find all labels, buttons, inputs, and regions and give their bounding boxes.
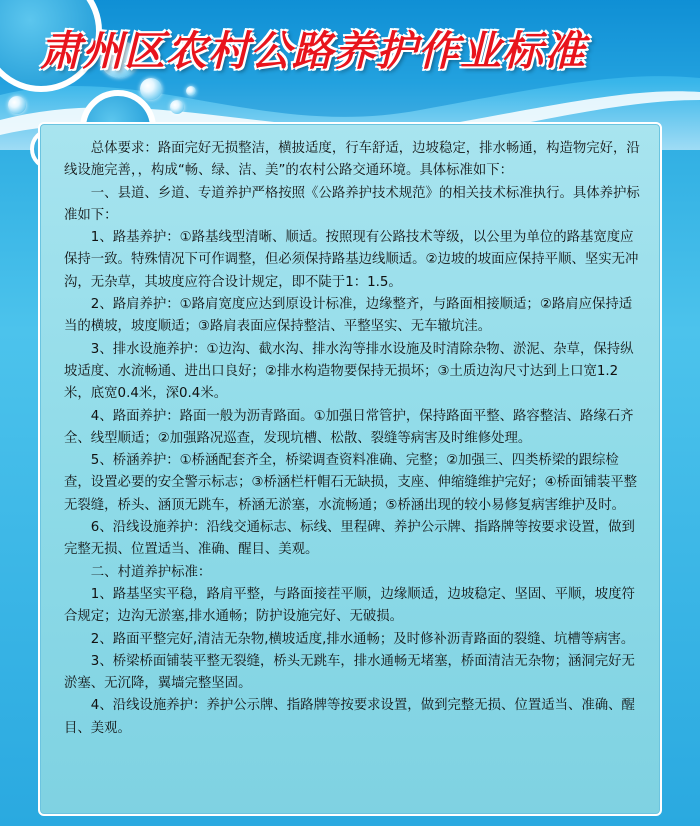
paragraph: 1、路基养护：①路基线型清晰、顺适。按照现有公路技术等级，以公里为单位的路基宽度应保持一致。特殊情况下可作调整，但必须保持路基边线顺适。②边坡的坡面应保持平顺、坚实无冲沟，无杂草，其坡度应符合设计规定，即不陡于1：1.5。 [64,230,639,290]
paragraph: 2、路肩养护：①路肩宽度应达到原设计标准，边缘整齐，与路面相接顺适；②路肩应保持适当的横坡，坡度顺适；③路肩表面应保持整洁、平整坚实、无车辙坑洼。 [64,297,633,335]
page-title: 肃州区农村公路养护作业标准 [40,27,586,75]
paragraph: 4、沿线设施养护：养护公示牌、指路牌等按要求设置，做到完整无损、位置适当、准确、醒目、美观。 [64,698,635,736]
paragraph: 一、县道、乡道、专道养护严格按照《公路养护技术规范》的相关技术标准执行。具体养护标准如下： [64,185,640,223]
paragraph: 1、路基坚实平稳，路肩平整，与路面接茬平顺，边缘顺适，边坡稳定、坚固、平顺，坡度符合规定；边沟无淤塞,排水通畅；防护设施完好、无破损。 [64,586,635,625]
paragraph: 总体要求：路面完好无损整洁，横披适度，行车舒适，边坡稳定，排水畅通，构造物完好，沿线设施完善，，构成“畅、绿、洁、美”的农村公路交通环境。具体标准如下： [64,141,640,179]
paragraph: 5、桥涵养护：①桥涵配套齐全，桥梁调查资料准确、完整；②加强三、四类桥梁的跟综检查，设置必要的安全警示标志；③桥涵栏杆帽石无缺损，支座、伸缩缝维护完好；④桥面铺装平整无裂缝，桥头、涵顶无跳车，桥涵无淤塞，水流畅通；⑤桥涵出现的较小易修复病害维护及时。 [64,453,638,513]
bubble-decoration [8,96,26,114]
paragraph: 3、桥梁桥面铺装平整无裂缝，桥头无跳车，排水通畅无堵塞，桥面清洁无杂物；涵洞完好无淤塞、无沉降，翼墙完整坚固。 [64,653,635,692]
document-body [64,138,644,740]
paragraph: 4、路面养护：路面一般为沥青路面。①加强日常管护，保持路面平整、路容整洁、路缘石齐全、线型顺适；②加强路况巡查，发现坑槽、松散、裂缝等病害及时维修处理。 [64,408,634,446]
paragraph: 6、沿线设施养护：沿线交通标志、标线、里程碑、养护公示牌、指路牌等按要求设置，做到完整无损、位置适当、准确、醒目、美观。 [64,520,635,558]
paragraph: 3、排水设施养护：①边沟、截水沟、排水沟等排水设施及时清除杂物、淤泥、杂草，保持纵坡适度、水流畅通、进出口良好；②排水构造物要保持无损坏；③土质边沟尺寸达到上口宽1.2米，底宽0.4米，深0.4米。 [64,341,634,402]
paragraph: 2、路面平整完好,清洁无杂物,横坡适度,排水通畅；及时修补沥青路面的裂缝、坑槽等病害。 [90,631,635,647]
bubble-decoration [170,100,184,114]
paragraph: 二、村道养护标准： [90,564,212,580]
